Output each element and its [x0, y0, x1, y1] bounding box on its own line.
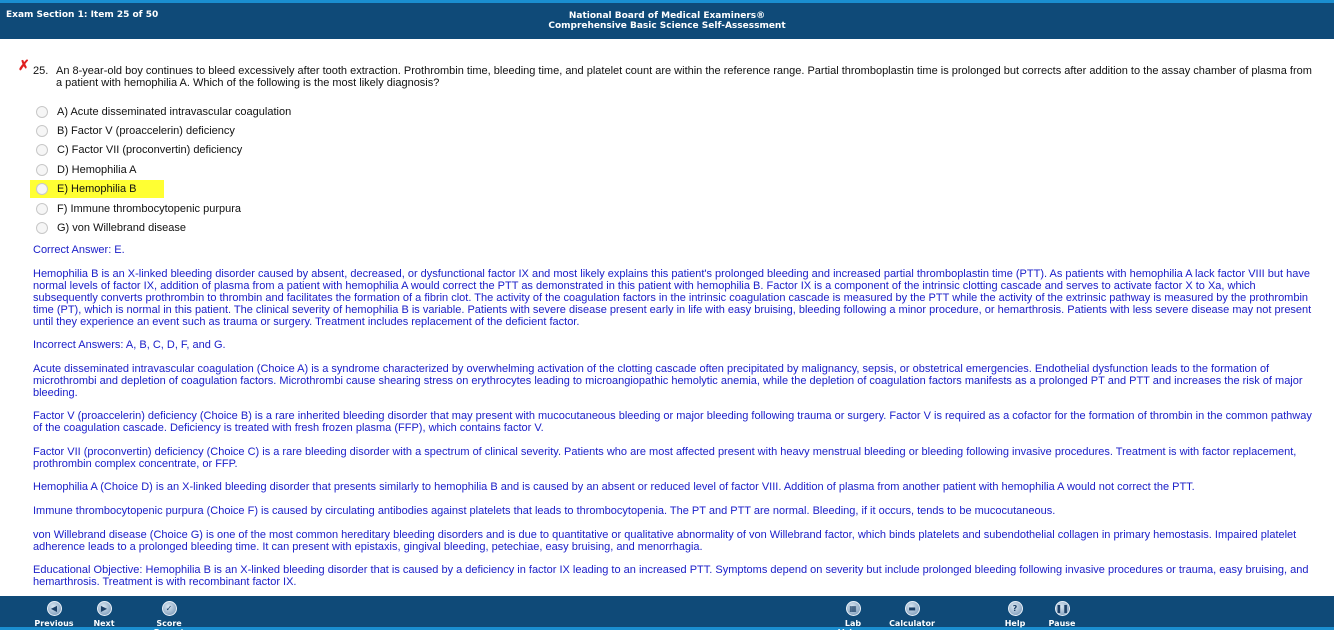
previous-arrow-icon: ◀ [47, 601, 62, 616]
help-label: Help [1004, 619, 1026, 628]
radio-e[interactable] [36, 183, 48, 195]
explanation-choice-g: von Willebrand disease (Choice G) is one of the most common hereditary bleeding disorders and is due to quantitative or qualitative abnormality of von Willebrand factor, which binds platelets and subendothelial collagen in primary hemostasis. Impaired platelet adherence leads to a prolonged bleeding time. It can present with epistaxis, gingival bleeding, petechiae, easy bruising, and menorrhagia. [33, 529, 1297, 553]
choice-f-label: F) Immune thrombocytopenic purpura [57, 203, 242, 215]
next-label: Next [93, 619, 115, 628]
pause-label: Pause [1048, 619, 1076, 628]
radio-c[interactable] [36, 144, 48, 156]
incorrect-x-icon: ✗ [18, 57, 30, 73]
calculator-icon: ▬ [905, 601, 920, 616]
exam-title-line1: National Board of Medical Examiners® [568, 11, 766, 21]
exam-toolbar [0, 596, 1334, 637]
calculator-label: Calculator [889, 619, 935, 628]
next-button[interactable] [91, 599, 117, 628]
score-report-icon: ✓ [162, 601, 177, 616]
choice-e[interactable] [30, 180, 164, 198]
next-arrow-icon: ▶ [97, 601, 112, 616]
choice-c[interactable] [36, 141, 242, 159]
question-number: 25. [33, 65, 49, 77]
help-icon: ? [1008, 601, 1023, 616]
score-report-label: Score Report [153, 619, 185, 637]
explanation-choice-c: Factor VII (proconvertin) deficiency (Choice C) is a rare bleeding disorder with a spectrum of clinical severity. Patients who are most affected present with heavy menstrual bleeding or bleeding following invasive procedures. Treatment is with factor replacement, prothrombin complex concentrate, or FFP. [33, 446, 1297, 470]
exam-title-line2: Comprehensive Basic Science Self-Assessment [548, 21, 786, 31]
choice-e-label: E) Hemophilia B [57, 183, 137, 195]
choice-b[interactable] [36, 122, 235, 140]
choice-c-label: C) Factor VII (proconvertin) deficiency [57, 144, 243, 156]
lab-values-icon: ▦ [846, 601, 861, 616]
choice-g-label: G) von Willebrand disease [57, 222, 187, 234]
score-report-button[interactable] [140, 599, 198, 637]
exam-title [0, 11, 1334, 31]
choice-d[interactable] [36, 161, 136, 179]
explanation-choice-f: Immune thrombocytopenic purpura (Choice F) is caused by circulating antibodies against platelets that leads to thrombocytopenia. The PT and PTT are normal. Bleeding, if it occurs, tends to be mucocutaneous. [33, 505, 1056, 517]
explanation-main: Hemophilia B is an X-linked bleeding disorder caused by absent, decreased, or dysfunctional factor IX and most likely explains this patient's prolonged bleeding and increased partial thromboplastin time (PTT). As patients with hemophilia A lack factor VIII but have normal levels of factor IX, addition of plasma from a patient with hemophilia A would correct the PTT as demonstrated in this patient with hemophilia B. Factor IX is a component of the intrinsic clotting cascade and serves to activate factor X to Xa, which subsequently converts prothrombin to thrombin and facilitates the formation of a fibrin clot. The activity of the coagulation factors in the intrinsic coagulation cascade is measured by the PTT while the activity of the extrinsic pathway is measured by the prothrombin time (PT), which is normal in this patient. The clinical severity of hemophilia B is variable. Patients with severe disease present early in life with easy bruising, bleeding following a minor procedure, or hemarthrosis. Patients with less severe disease may not present until they experience an event such as trauma or surgery. Treatment includes replacement of the deficient factor. [33, 268, 1312, 328]
choice-a[interactable] [36, 103, 291, 121]
pause-icon: ❚❚ [1055, 601, 1070, 616]
radio-d[interactable] [36, 164, 48, 176]
choice-f[interactable] [36, 200, 241, 218]
pause-button[interactable] [1047, 599, 1077, 628]
educational-objective: Educational Objective: Hemophilia B is an X-linked bleeding disorder that is caused by a deficiency in factor IX leading to an increased PTT. Symptoms depend on severity but include prolonged bleeding following invasive procedures or trauma, easy bruising, and hemarthrosis. Treatment is with recombinant factor IX. [33, 564, 1309, 588]
question-stem: An 8-year-old boy continues to bleed excessively after tooth extraction. Prothrombin time, bleeding time, and platelet count are within the reference range. Partial thromboplastin time is prolonged but corrects after addition to the assay chamber of plasma from a patient with hemophilia A. Which of the following is the most likely diagnosis? [56, 65, 1312, 89]
radio-a[interactable] [36, 106, 48, 118]
previous-button[interactable] [33, 599, 75, 628]
exam-section-label: Exam Section 1: Item 25 of 50 [6, 10, 159, 20]
choice-g[interactable] [36, 219, 186, 237]
explanation-choice-b: Factor V (proaccelerin) deficiency (Choice B) is a rare inherited bleeding disorder that may present with mucocutaneous bleeding or major bleeding following trauma or surgery. Factor V is required as a cofactor for the formation of thrombin in the common pathway of the coagulation cascade. Deficiency is treated with fresh frozen plasma (FFP), which contains factor V. [33, 410, 1312, 434]
explanation-choice-a: Acute disseminated intravascular coagulation (Choice A) is a syndrome characterized by overwhelming activation of the clotting cascade often precipitated by malignancy, sepsis, or obstetrical emergencies. Endothelial dysfunction leads to the formation of microthrombi and depletion of coagulation factors. Microthrombi cause shearing stress on erythrocytes leading to microangiopathic hemolytic anemia, while the depletion of coagulation factors manifests as a prolonged PT and PTT and increases the risk of major bleeding. [33, 363, 1303, 399]
explanation-choice-d: Hemophilia A (Choice D) is an X-linked bleeding disorder that presents similarly to hemophilia B and is caused by an absent or reduced level of factor VIII. Addition of plasma from another patient with hemophilia A would not correct the PTT. [33, 481, 1195, 493]
choice-a-label: A) Acute disseminated intravascular coagulation [57, 106, 292, 118]
radio-g[interactable] [36, 222, 48, 234]
choice-b-label: B) Factor V (proaccelerin) deficiency [57, 125, 235, 137]
calculator-button[interactable] [889, 599, 935, 628]
radio-f[interactable] [36, 203, 48, 215]
help-button[interactable] [1003, 599, 1027, 628]
choice-d-label: D) Hemophilia A [57, 164, 137, 176]
incorrect-answers: Incorrect Answers: A, B, C, D, F, and G. [33, 339, 226, 351]
lab-values-button[interactable] [829, 599, 877, 637]
correct-answer: Correct Answer: E. [33, 244, 125, 256]
exam-header [0, 0, 1334, 39]
radio-b[interactable] [36, 125, 48, 137]
previous-label: Previous [34, 619, 74, 628]
lab-values-label: Lab Values [838, 619, 868, 637]
question-content[interactable] [0, 39, 1334, 596]
